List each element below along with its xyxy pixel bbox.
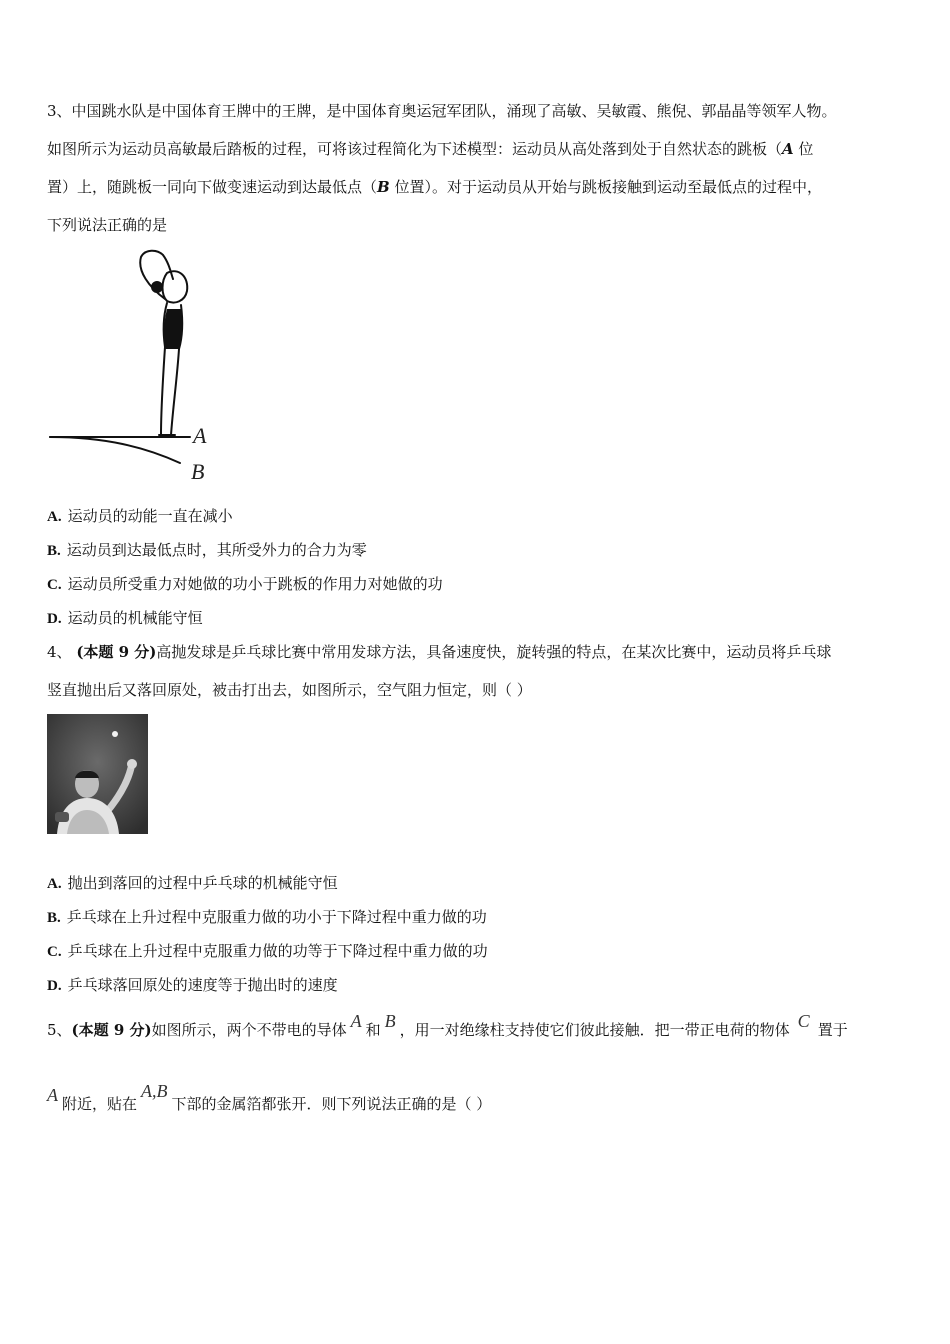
q3-stem-line-1: 3、中国跳水队是中国体育王牌中的王牌，是中国体育奥运冠军团队，涌现了高敏、吴敏霞、熊倪、郭晶晶等领军人物。 [47,102,837,120]
q3-option-c [47,574,443,595]
label-a: A [193,423,207,448]
q4-stem-line-2: 竖直抛出后又落回原处，被击打出去，如图所示，空气阻力恒定，则（ ） [47,681,532,699]
q5-var-c: C [797,1011,810,1031]
q4-score: (本题 9 分) [76,643,157,661]
q4-number: 4、 [47,643,77,661]
q4-option-c [47,941,488,962]
q3-option-a-text: 运动员的动能一直在减小 [67,507,233,525]
q5-text: 附近，贴在 [62,1095,138,1113]
q5-text: 下部的金属箔都张开．则下列说法正确的是（ ） [171,1095,492,1113]
q4-option-b-key: B. [47,910,61,926]
q4-option-b-text: 乒乓球在上升过程中克服重力做的功小于下降过程中重力做的功 [66,908,487,926]
q3-option-b-text: 运动员到达最低点时，其所受外力的合力为零 [66,541,367,559]
q5-var-ab: A,B [141,1081,168,1101]
q3-stem-line-4: 下列说法正确的是 [47,216,168,234]
q3-option-b-key: B. [47,543,61,559]
swimsuit [164,309,183,349]
q3-stem-line-2 [47,139,813,159]
q3-option-c-text: 运动员所受重力对她做的功小于跳板的作用力对她做的功 [67,575,443,593]
q5-text: ，用一对绝缘柱支持使它们彼此接触．把一带正电荷的物体 [399,1021,790,1039]
q4-option-c-text: 乒乓球在上升过程中克服重力做的功等于下降过程中重力做的功 [67,942,488,960]
q3-stem-line-3 [47,177,822,197]
q4-option-d [47,975,338,996]
q3-var-a: A [782,140,794,158]
q4-option-a [47,873,338,894]
q3-option-a-key: A. [47,509,62,525]
label-b: B [191,459,205,484]
q3-text: 置）上，随跳板一同向下做变速运动到达最低点（ [47,178,378,196]
q3-option-d-text: 运动员的机械能守恒 [67,609,203,627]
q4-option-d-text: 乒乓球落回原处的速度等于抛出时的速度 [67,976,338,994]
q3-text: 位置）。对于运动员从开始与跳板接触到运动至最低点的过程中， [389,178,822,196]
q5-var-a: A [350,1011,362,1031]
q3-var-b: B [377,178,390,196]
q3-option-a [47,506,233,527]
q5-text: 和 [365,1021,381,1039]
q5-number: 5、 [47,1021,72,1039]
q4-option-a-text: 抛出到落回的过程中乒乓球的机械能守恒 [67,874,338,892]
diver-figure [45,247,225,487]
q5-score: (本题 9 分) [71,1021,152,1039]
q5-var-a2: A [47,1085,58,1105]
q5-text: 置于 [817,1021,848,1039]
q3-option-b [47,540,367,561]
table-tennis-photo [47,714,148,834]
q5-stem-line-2 [47,1081,492,1121]
q4-option-a-key: A. [47,876,62,892]
q5-stem-line-1 [47,1012,848,1047]
q4-text: 高抛发球是乒乓球比赛中常用发球方法，具备速度快，旋转强的特点，在某次比赛中，运动员将乒乓球 [156,643,832,661]
q5-var-b: B [384,1011,396,1031]
q3-option-d [47,608,203,629]
q3-text: 如图所示为运动员高敏最后踏板的过程，可将该过程简化为下述模型：运动员从高处落到处于自然状态的跳板（ [47,140,783,158]
q3-text: 位 [793,140,814,158]
q4-option-d-key: D. [47,978,62,994]
q4-stem-line-1 [47,642,831,662]
q3-option-c-key: C. [47,577,62,593]
q4-option-b [47,907,487,928]
q5-text: 如图所示，两个不带电的导体 [151,1021,347,1039]
q4-option-c-key: C. [47,944,62,960]
q3-option-d-key: D. [47,611,62,627]
